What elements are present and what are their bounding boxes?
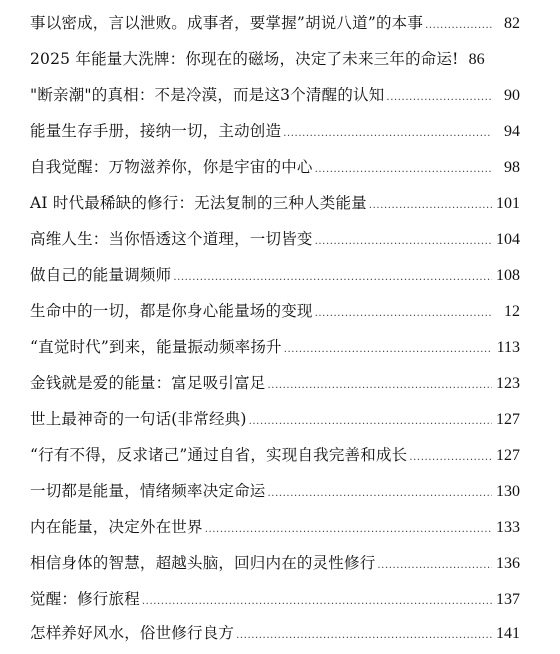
toc-leader-dots xyxy=(315,161,492,179)
toc-entry[interactable] xyxy=(30,186,520,222)
toc-entry-page: 136 xyxy=(496,555,520,572)
toc-entry[interactable] xyxy=(30,330,520,366)
toc-entry[interactable] xyxy=(30,150,520,186)
toc-entry-page: 12 xyxy=(504,303,520,320)
toc-entry-page: 82 xyxy=(504,15,520,32)
toc-entry-page: 90 xyxy=(504,87,520,104)
toc-entry-page: 123 xyxy=(496,375,520,392)
toc-entry-page: 133 xyxy=(496,519,520,536)
toc-entry-title: 高维人生：当你悟透这个道理，一切皆变 xyxy=(30,230,313,249)
toc-entry-title: AI 时代最稀缺的修行：无法复制的三种人类能量 xyxy=(30,194,367,213)
toc-entry-title: 自我觉醒：万物滋养你，你是宇宙的中心 xyxy=(30,158,313,177)
toc-entry-title: "断亲潮"的真相：不是冷漠，而是这3个清醒的认知 xyxy=(30,86,385,105)
toc-entry[interactable] xyxy=(30,294,520,330)
toc-entry-page: 137 xyxy=(496,591,520,608)
toc-leader-dots xyxy=(315,305,492,323)
toc-leader-dots xyxy=(283,125,492,143)
toc-entry-title: 怎样养好风水，俗世修行良方 xyxy=(30,624,235,643)
toc-leader-dots xyxy=(249,413,492,431)
toc-entry[interactable] xyxy=(30,114,520,150)
toc-leader-dots xyxy=(205,521,492,539)
toc-entry[interactable] xyxy=(30,402,520,438)
toc-entry[interactable] xyxy=(30,366,520,402)
toc-entry-title: “行有不得，反求诸己”通过自省，实现自我完善和成长 xyxy=(30,446,408,465)
toc-entry-title: 做自己的能量调频师 xyxy=(30,266,172,285)
toc-entry-page: 101 xyxy=(496,195,520,212)
toc-entry-title: 一切都是能量，情绪频率决定命运 xyxy=(30,482,266,501)
toc-entry-title: 2025 年能量大洗牌：你现在的磁场，决定了未来三年的命运! xyxy=(30,50,459,69)
toc-entry-title: 内在能量，决定外在世界 xyxy=(30,518,203,537)
toc-entry-title: 觉醒：修行旅程 xyxy=(30,590,140,609)
toc-entry-page: 94 xyxy=(504,123,520,140)
toc-leader-dots xyxy=(315,233,492,251)
toc-entry[interactable] xyxy=(30,42,520,78)
toc-entry-title: 金钱就是爱的能量：富足吸引富足 xyxy=(30,374,266,393)
toc-entry-page: 104 xyxy=(496,231,520,248)
toc-leader-dots xyxy=(369,197,492,215)
toc-entry[interactable] xyxy=(30,6,520,42)
toc-entry-page: 86 xyxy=(468,51,485,68)
toc-leader-dots xyxy=(268,377,492,395)
toc-leader-dots xyxy=(409,449,492,467)
toc-leader-dots xyxy=(425,17,492,35)
toc-entry-title: 世上最神奇的一句话(非常经典) xyxy=(30,410,247,429)
toc-leader-dots xyxy=(236,627,492,645)
toc-entry-title: 事以密成，言以泄败。成事者，要掌握”胡说八道”的本事 xyxy=(30,14,424,33)
toc-leader-dots xyxy=(173,269,492,287)
toc-entry[interactable] xyxy=(30,78,520,114)
toc-entry[interactable] xyxy=(30,474,520,510)
toc-leader-dots xyxy=(142,593,492,611)
toc-entry[interactable] xyxy=(30,510,520,546)
toc-leader-dots xyxy=(386,89,492,107)
toc-entry-page: 108 xyxy=(496,267,520,284)
toc-entry[interactable] xyxy=(30,438,520,474)
toc-entry-title: 相信身体的智慧，超越头脑，回归内在的灵性修行 xyxy=(30,554,376,573)
toc-entry-page: 127 xyxy=(496,447,520,464)
toc-leader-dots xyxy=(268,485,492,503)
toc-entry-page: 113 xyxy=(496,339,520,356)
toc-entry-page: 141 xyxy=(496,625,520,642)
toc-entry-page: 98 xyxy=(504,159,520,176)
toc-entry-title: “直觉时代”到来，能量振动频率扬升 xyxy=(30,338,282,357)
toc-entry[interactable] xyxy=(30,258,520,294)
toc-entry-page: 130 xyxy=(496,483,520,500)
toc-leader-dots xyxy=(377,557,492,575)
toc-entry-title: 生命中的一切，都是你身心能量场的变现 xyxy=(30,302,313,321)
toc-entry[interactable] xyxy=(30,222,520,258)
toc-entry[interactable] xyxy=(30,616,520,652)
toc-entry-title: 能量生存手册，接纳一切，主动创造 xyxy=(30,122,282,141)
toc-entry-page: 127 xyxy=(496,411,520,428)
toc-leader-dots xyxy=(284,341,492,359)
toc-entry[interactable] xyxy=(30,546,520,582)
toc-entry[interactable] xyxy=(30,582,520,618)
